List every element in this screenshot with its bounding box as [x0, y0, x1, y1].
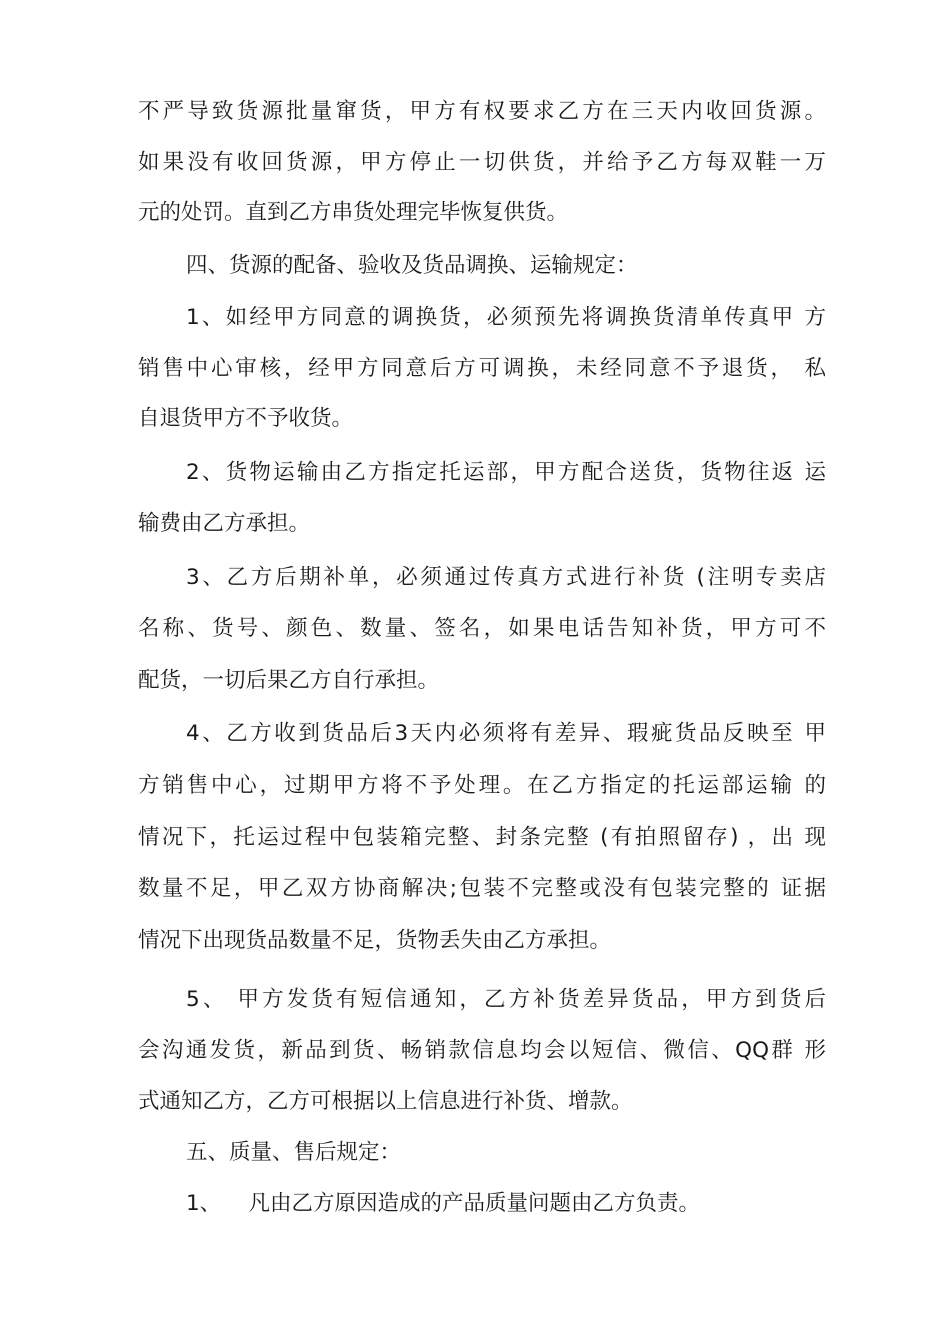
text-line: 1、如经甲方同意的调换货，必须预先将调换货清单传真甲 方: [186, 305, 826, 330]
text-line: 2、货物运输由乙方指定托运部，甲方配合送货，货物往返 运: [186, 460, 826, 485]
text-line: 销售中心审核，经甲方同意后方可调换，未经同意不予退货， 私: [138, 356, 826, 381]
text-line: 式通知乙方，乙方可根据以上信息进行补货、增款。: [138, 1089, 633, 1114]
text-line: 会沟通发货，新品到货、畅销款信息均会以短信、微信、QQ群 形: [138, 1038, 826, 1063]
text-line: 不严导致货源批量窜货，甲方有权要求乙方在三天内收回货源。: [138, 99, 826, 124]
text-line: 5、 甲方发货有短信通知，乙方补货差异货品，甲方到货后: [186, 987, 826, 1012]
text-line: 4、乙方收到货品后3天内必须将有差异、瑕疵货品反映至 甲: [186, 721, 826, 746]
text-line: 自退货甲方不予收货。: [138, 406, 354, 431]
text-line: 1、 凡由乙方原因造成的产品质量问题由乙方负责。: [186, 1191, 701, 1216]
text-line: 情况下出现货品数量不足，货物丢失由乙方承担。: [138, 928, 612, 953]
text-line: 3、乙方后期补单，必须通过传真方式进行补货 (注明专卖店: [186, 565, 826, 590]
text-line: 名称、货号、颜色、数量、签名，如果电话告知补货，甲方可不: [138, 616, 826, 641]
text-line: 配货，一切后果乙方自行承担。: [138, 668, 440, 693]
text-line: 如果没有收回货源，甲方停止一切供货，并给予乙方每双鞋一万: [138, 150, 826, 175]
text-line: 情况下，托运过程中包装箱完整、封条完整 (有拍照留存) ，出 现: [138, 825, 826, 850]
text-line: 输费由乙方承担。: [138, 511, 311, 536]
section-heading: 五、质量、售后规定：: [186, 1140, 402, 1165]
section-heading: 四、货源的配备、验收及货品调换、运输规定：: [186, 253, 638, 278]
text-line: 元的处罚。直到乙方串货处理完毕恢复供货。: [138, 200, 569, 225]
text-line: 数量不足，甲乙双方协商解决;包装不完整或没有包装完整的 证据: [138, 876, 826, 901]
text-line: 方销售中心，过期甲方将不予处理。在乙方指定的托运部运输 的: [138, 773, 826, 798]
